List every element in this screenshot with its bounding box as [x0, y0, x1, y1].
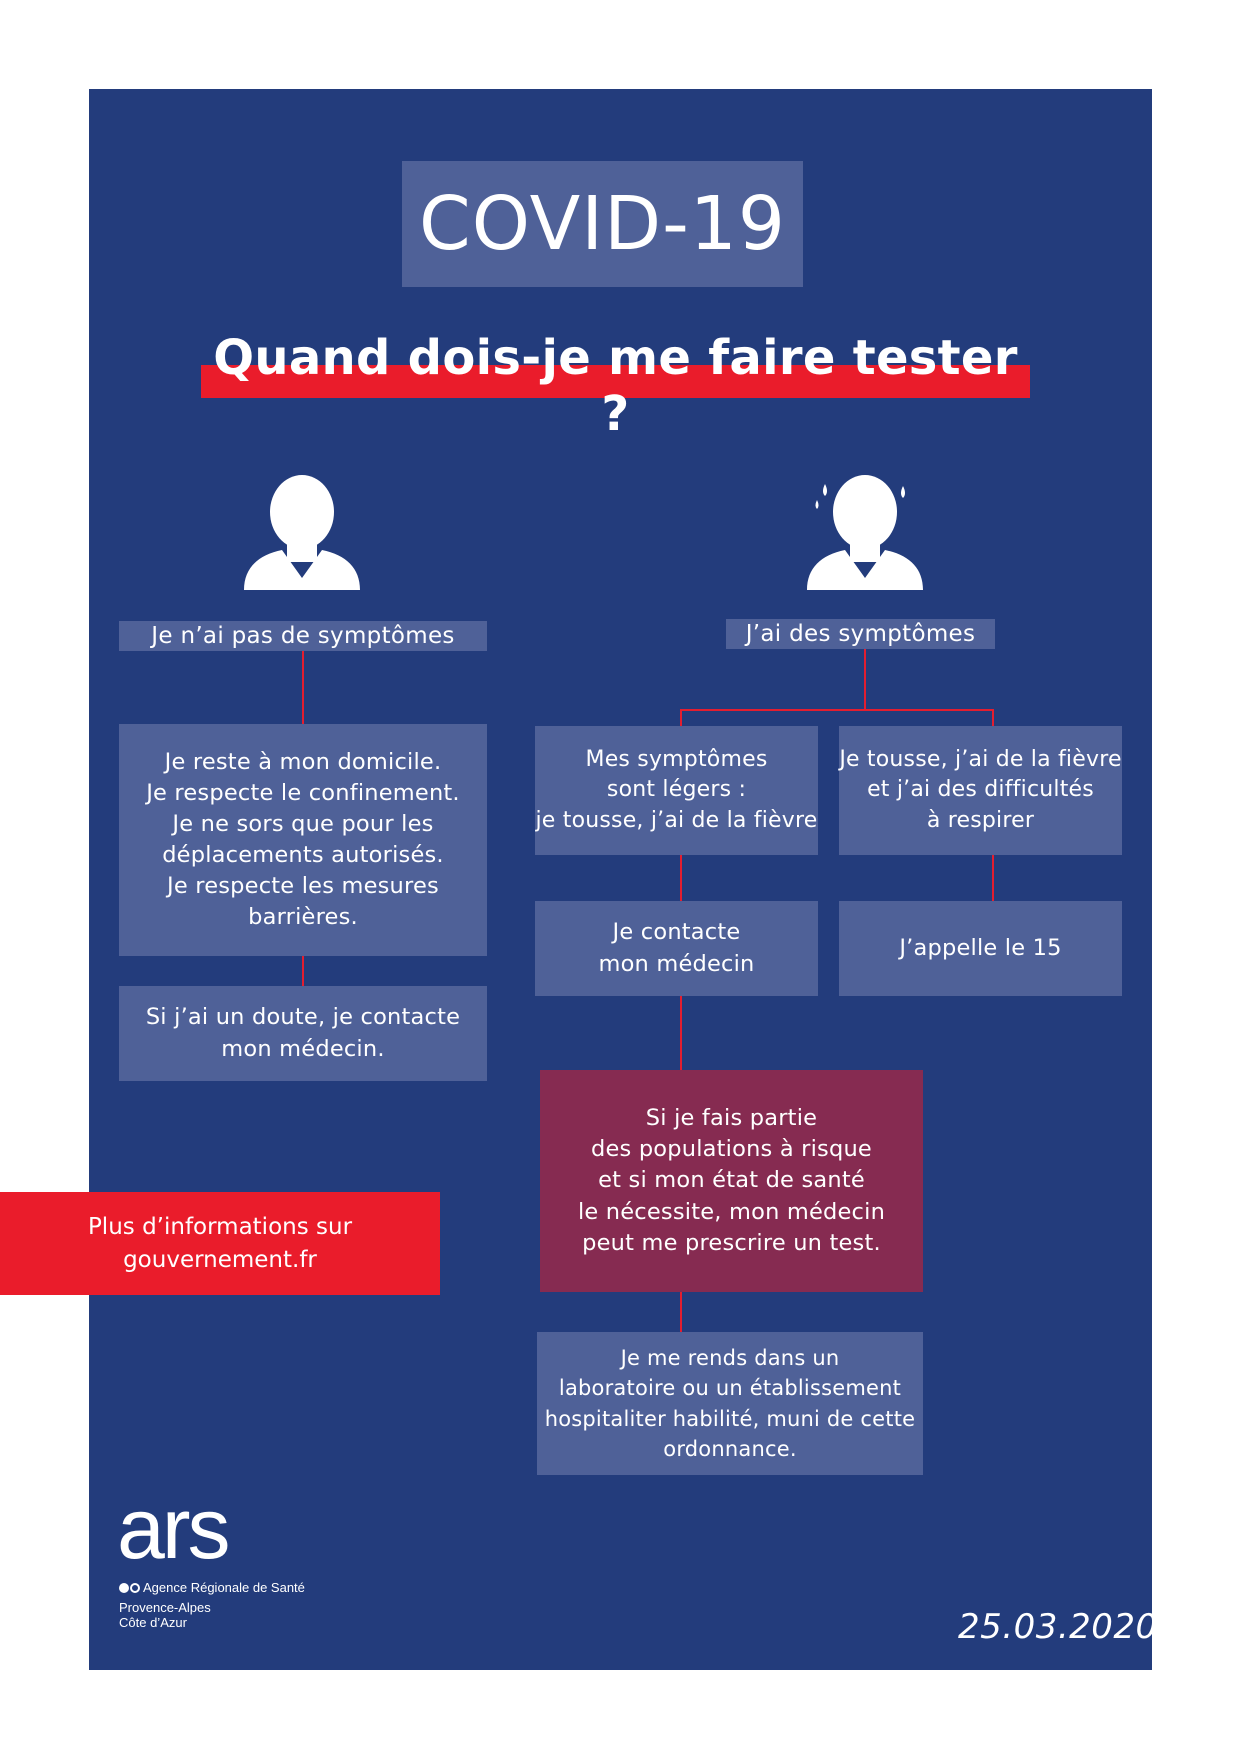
connector-line	[680, 855, 682, 901]
doubt-box: Si j’ai un doute, je contacte mon médecin.	[119, 986, 487, 1081]
region-line-2: Côte d’Azur	[119, 1615, 187, 1630]
connector-line	[302, 651, 304, 724]
connector-line	[992, 855, 994, 901]
no-symptoms-label: Je n’ai pas de symptômes	[119, 621, 487, 651]
connector-line	[680, 709, 994, 711]
symptoms-label: J’ai des symptômes	[726, 619, 995, 649]
date-label: 25.03.2020	[958, 1607, 1158, 1647]
sick-person-icon	[803, 470, 928, 590]
page-subtitle: Quand dois-je me faire tester ?	[213, 330, 1018, 442]
connector-line	[864, 648, 866, 711]
contact-doctor-box: Je contacte mon médecin	[535, 901, 818, 996]
stay-home-box: Je reste à mon domicile. Je respecte le confinement. Je ne sors que pour les déplacements autorisés. Je respecte les mesures barrières.	[119, 724, 487, 956]
laboratory-box: Je me rends dans un laboratoire ou un établissement hospitaliter habilité, muni de cette ordonnance.	[537, 1332, 923, 1475]
mild-symptoms-box: Mes symptômes sont légers : je tousse, j’ai de la fièvre	[535, 726, 818, 855]
person-icon	[240, 470, 365, 590]
ars-logo-dots	[119, 1582, 141, 1594]
connector-line	[680, 709, 682, 726]
agency-name: Agence Régionale de Santé	[143, 1580, 305, 1595]
connector-line	[680, 1292, 682, 1332]
severe-symptoms-box: Je tousse, j’ai de la fièvre et j’ai des difficultés à respirer	[839, 726, 1122, 855]
title-box	[402, 161, 803, 287]
connector-line	[302, 956, 304, 986]
call-15-box: J’appelle le 15	[839, 901, 1122, 996]
connector-line	[992, 709, 994, 726]
info-box: Plus d’informations sur gouvernement.fr	[0, 1192, 440, 1295]
connector-line	[680, 996, 682, 1070]
ars-logo-mark: ars	[117, 1481, 228, 1577]
page-title: COVID-19	[419, 181, 786, 267]
region-line-1: Provence-Alpes	[119, 1600, 211, 1615]
risk-population-box: Si je fais partie des populations à risque et si mon état de santé le nécessite, mon médecin peut me prescrire un test.	[540, 1070, 923, 1292]
